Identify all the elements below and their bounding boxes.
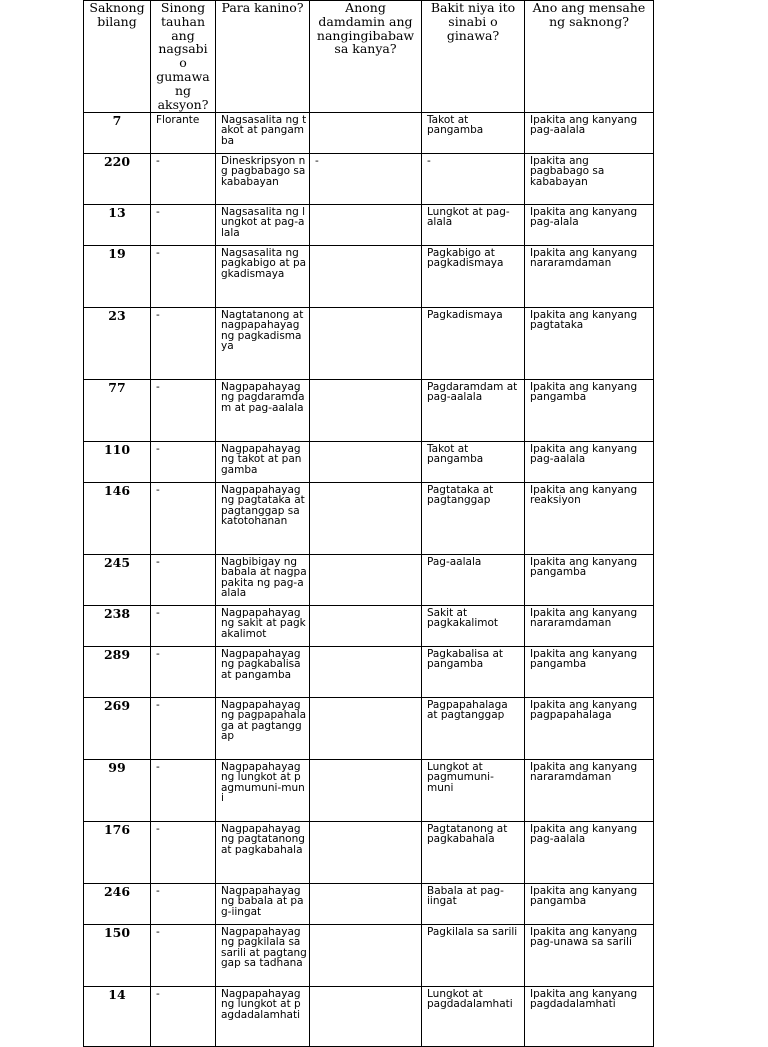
saknong-cell: 238 bbox=[84, 606, 151, 647]
tauhan-cell: - bbox=[151, 308, 216, 380]
damdamin-cell bbox=[310, 822, 422, 884]
tauhan-cell: - bbox=[151, 606, 216, 647]
para-kanino-cell: Dineskripsyon ng pagbabago sa kababayan bbox=[216, 154, 310, 205]
bakit-cell: Pagtataka at pagtanggap bbox=[422, 483, 525, 555]
para-kanino-cell: Nagpapahayag ng pagkabalisa at pangamba bbox=[216, 647, 310, 698]
damdamin-cell bbox=[310, 760, 422, 822]
header-mensahe: Ano ang mensahe ng saknong? bbox=[525, 1, 654, 113]
saknong-cell: 13 bbox=[84, 205, 151, 246]
bakit-cell: Babala at pag-iingat bbox=[422, 884, 525, 925]
damdamin-cell bbox=[310, 925, 422, 987]
mensahe-cell: Ipakita ang kanyang pag-aalala bbox=[525, 113, 654, 154]
mensahe-cell: Ipakita ang kanyang pagdadalamhati bbox=[525, 987, 654, 1047]
para-kanino-cell: Nagpapahayag ng takot at pangamba bbox=[216, 442, 310, 483]
table-row bbox=[84, 647, 654, 698]
bakit-cell: - bbox=[422, 154, 525, 205]
table-row bbox=[84, 380, 654, 442]
table-row bbox=[84, 606, 654, 647]
para-kanino-cell: Nagpapahayag ng pagtatanong at pagkabahala bbox=[216, 822, 310, 884]
bakit-cell: Pagdaramdam at pag-aalala bbox=[422, 380, 525, 442]
saknong-analysis-table bbox=[83, 0, 654, 1047]
damdamin-cell bbox=[310, 987, 422, 1047]
tauhan-cell: Florante bbox=[151, 113, 216, 154]
bakit-cell: Takot at pangamba bbox=[422, 442, 525, 483]
para-kanino-cell: Nagbibigay ng babala at nagpapakita ng pag-aalala bbox=[216, 555, 310, 606]
table-row bbox=[84, 442, 654, 483]
saknong-cell: 246 bbox=[84, 884, 151, 925]
tauhan-cell: - bbox=[151, 555, 216, 606]
mensahe-cell: Ipakita ang kanyang pagtataka bbox=[525, 308, 654, 380]
damdamin-cell: - bbox=[310, 154, 422, 205]
mensahe-cell: Ipakita ang kanyang pangamba bbox=[525, 884, 654, 925]
table-row bbox=[84, 698, 654, 760]
damdamin-cell bbox=[310, 442, 422, 483]
para-kanino-cell: Nagpapahayag ng lungkot at pagmumuni-muni bbox=[216, 760, 310, 822]
para-kanino-cell: Nagpapahayag ng pagkilala sa sarili at pagtanggap sa tadhana bbox=[216, 925, 310, 987]
tauhan-cell: - bbox=[151, 380, 216, 442]
para-kanino-cell: Nagsasalita ng takot at pangamba bbox=[216, 113, 310, 154]
bakit-cell: Lungkot at pagmumuni-muni bbox=[422, 760, 525, 822]
table-header-row bbox=[84, 1, 654, 113]
header-saknong-bilang: Saknong bilang bbox=[84, 1, 151, 113]
damdamin-cell bbox=[310, 246, 422, 308]
bakit-cell: Takot at pangamba bbox=[422, 113, 525, 154]
saknong-cell: 99 bbox=[84, 760, 151, 822]
saknong-cell: 146 bbox=[84, 483, 151, 555]
table-row bbox=[84, 483, 654, 555]
bakit-cell: Pagkadismaya bbox=[422, 308, 525, 380]
tauhan-cell: - bbox=[151, 154, 216, 205]
tauhan-cell: - bbox=[151, 925, 216, 987]
bakit-cell: Pag-aalala bbox=[422, 555, 525, 606]
header-damdamin: Anong damdamin ang nangingibabaw sa kanya? bbox=[310, 1, 422, 113]
para-kanino-cell: Nagtatanong at nagpapahayag ng pagkadismaya bbox=[216, 308, 310, 380]
para-kanino-cell: Nagpapahayag ng lungkot at pagdadalamhati bbox=[216, 987, 310, 1047]
saknong-cell: 23 bbox=[84, 308, 151, 380]
tauhan-cell: - bbox=[151, 205, 216, 246]
mensahe-cell: Ipakita ang kanyang pag-alala bbox=[525, 205, 654, 246]
tauhan-cell: - bbox=[151, 987, 216, 1047]
para-kanino-cell: Nagpapahayag ng pagdaramdam at pag-aalala bbox=[216, 380, 310, 442]
table-row bbox=[84, 246, 654, 308]
mensahe-cell: Ipakita ang kanyang pag-unawa sa sarili bbox=[525, 925, 654, 987]
saknong-cell: 110 bbox=[84, 442, 151, 483]
bakit-cell: Pagkabigo at pagkadismaya bbox=[422, 246, 525, 308]
damdamin-cell bbox=[310, 113, 422, 154]
header-bakit: Bakit niya ito sinabi o ginawa? bbox=[422, 1, 525, 113]
saknong-cell: 150 bbox=[84, 925, 151, 987]
header-para-kanino: Para kanino? bbox=[216, 1, 310, 113]
table-row bbox=[84, 884, 654, 925]
mensahe-cell: Ipakita ang kanyang nararamdaman bbox=[525, 606, 654, 647]
tauhan-cell: - bbox=[151, 647, 216, 698]
mensahe-cell: Ipakita ang kanyang pag-aalala bbox=[525, 822, 654, 884]
mensahe-cell: Ipakita ang kanyang nararamdaman bbox=[525, 246, 654, 308]
tauhan-cell: - bbox=[151, 698, 216, 760]
table-row bbox=[84, 555, 654, 606]
damdamin-cell bbox=[310, 647, 422, 698]
damdamin-cell bbox=[310, 380, 422, 442]
mensahe-cell: Ipakita ang kanyang pangamba bbox=[525, 555, 654, 606]
para-kanino-cell: Nagpapahayag ng babala at pag-iingat bbox=[216, 884, 310, 925]
mensahe-cell: Ipakita ang kanyang pangamba bbox=[525, 647, 654, 698]
damdamin-cell bbox=[310, 698, 422, 760]
bakit-cell: Sakit at pagkakalimot bbox=[422, 606, 525, 647]
damdamin-cell bbox=[310, 606, 422, 647]
table-row bbox=[84, 154, 654, 205]
saknong-cell: 220 bbox=[84, 154, 151, 205]
saknong-cell: 245 bbox=[84, 555, 151, 606]
para-kanino-cell: Nagsasalita ng lungkot at pag-alala bbox=[216, 205, 310, 246]
saknong-cell: 77 bbox=[84, 380, 151, 442]
damdamin-cell bbox=[310, 555, 422, 606]
header-sinong-tauhan: Sinong tauhan ang nagsabi o gumawa ng aksyon? bbox=[151, 1, 216, 113]
table-row bbox=[84, 925, 654, 987]
bakit-cell: Pagkabalisa at pangamba bbox=[422, 647, 525, 698]
mensahe-cell: Ipakita ang pagbabago sa kababayan bbox=[525, 154, 654, 205]
mensahe-cell: Ipakita ang kanyang pagpapahalaga bbox=[525, 698, 654, 760]
tauhan-cell: - bbox=[151, 760, 216, 822]
mensahe-cell: Ipakita ang kanyang pangamba bbox=[525, 380, 654, 442]
tauhan-cell: - bbox=[151, 884, 216, 925]
tauhan-cell: - bbox=[151, 483, 216, 555]
bakit-cell: Lungkot at pag-alala bbox=[422, 205, 525, 246]
saknong-cell: 289 bbox=[84, 647, 151, 698]
bakit-cell: Pagkilala sa sarili bbox=[422, 925, 525, 987]
table-row bbox=[84, 113, 654, 154]
saknong-cell: 269 bbox=[84, 698, 151, 760]
para-kanino-cell: Nagpapahayag ng pagtataka at pagtanggap sa katotohanan bbox=[216, 483, 310, 555]
bakit-cell: Lungkot at pagdadalamhati bbox=[422, 987, 525, 1047]
saknong-cell: 14 bbox=[84, 987, 151, 1047]
damdamin-cell bbox=[310, 308, 422, 380]
para-kanino-cell: Nagpapahayag ng sakit at pagkakalimot bbox=[216, 606, 310, 647]
tauhan-cell: - bbox=[151, 822, 216, 884]
mensahe-cell: Ipakita ang kanyang reaksiyon bbox=[525, 483, 654, 555]
damdamin-cell bbox=[310, 483, 422, 555]
tauhan-cell: - bbox=[151, 246, 216, 308]
table-row bbox=[84, 308, 654, 380]
damdamin-cell bbox=[310, 205, 422, 246]
para-kanino-cell: Nagpapahayag ng pagpapahalaga at pagtanggap bbox=[216, 698, 310, 760]
tauhan-cell: - bbox=[151, 442, 216, 483]
table-row bbox=[84, 760, 654, 822]
saknong-cell: 176 bbox=[84, 822, 151, 884]
table-row bbox=[84, 822, 654, 884]
mensahe-cell: Ipakita ang kanyang pag-aalala bbox=[525, 442, 654, 483]
worksheet bbox=[83, 0, 654, 1047]
saknong-cell: 7 bbox=[84, 113, 151, 154]
mensahe-cell: Ipakita ang kanyang nararamdaman bbox=[525, 760, 654, 822]
table-row bbox=[84, 987, 654, 1047]
table-row bbox=[84, 205, 654, 246]
bakit-cell: Pagtatanong at pagkabahala bbox=[422, 822, 525, 884]
bakit-cell: Pagpapahalaga at pagtanggap bbox=[422, 698, 525, 760]
saknong-cell: 19 bbox=[84, 246, 151, 308]
para-kanino-cell: Nagsasalita ng pagkabigo at pagkadismaya bbox=[216, 246, 310, 308]
damdamin-cell bbox=[310, 884, 422, 925]
